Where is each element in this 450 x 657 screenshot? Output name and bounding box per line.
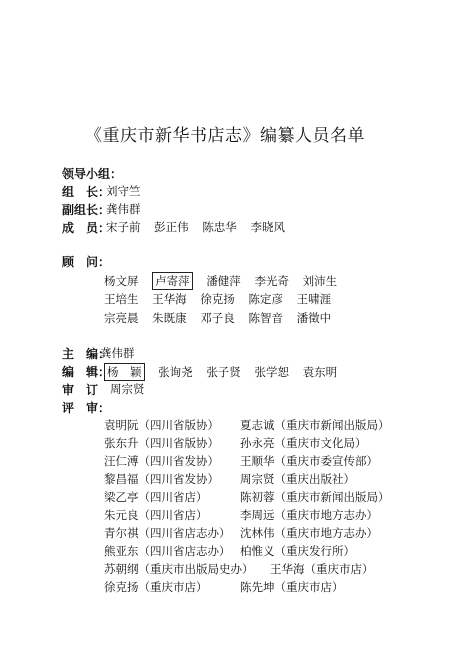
reviewer-left: 朱元良（四川省店） [104,508,208,522]
member-name: 陈忠华 [202,220,237,234]
proofreader-row [62,381,362,397]
advisors-row-3 [104,310,404,326]
advisors-row-1 [104,272,404,288]
reviewer-row [104,579,424,595]
chief-editor-row [62,345,362,361]
reviewer-left: 黎昌福（四川省发协） [104,472,219,486]
advisor-name: 潘徵中 [296,311,332,325]
reviewer-row [104,561,424,577]
reviewer-row [104,417,424,433]
reviewer-right: 王华海（重庆市店） [270,562,374,576]
chief-editor-name: 龚伟群 [100,346,135,360]
leader-label: 组 长： [62,185,111,199]
reviewer-row [104,525,424,541]
editor-name: 袁东明 [302,365,338,379]
advisor-name: 王华海 [152,292,187,306]
reviewers-label-row [62,399,362,415]
reviewer-row [104,453,424,469]
reviewer-row [104,507,424,523]
reviewer-left: 梁乙亭（四川省店） [104,490,208,504]
reviewer-row [104,489,424,505]
advisors-label-row [62,253,392,269]
deputy-row [62,201,362,217]
reviewer-row [104,435,424,451]
advisor-name: 王培生 [104,292,139,306]
advisor-name: 潘健萍 [206,274,241,288]
reviewer-left: 徐克扬（重庆市店） [104,580,208,594]
reviewers-label: 评 审： [62,401,111,415]
advisor-name: 徐克扬 [200,292,235,306]
member-name: 李晓风 [250,220,285,234]
leading-group-heading: 领导小组： [62,167,123,181]
page-title: 《重庆市新华书店志》编纂人员名单 [85,126,365,146]
reviewer-left: 苏朝纲（重庆市出版局史办） [104,562,254,576]
reviewer-right: 夏志诚（重庆市新闻出版局） [240,418,390,432]
advisor-name: 宗亮晨 [104,311,139,325]
reviewer-left: 张东升（四川省版协） [104,436,219,450]
reviewer-row [104,543,424,559]
advisor-name: 陈定彦 [248,292,283,306]
advisors-label: 顾 问： [62,255,111,269]
advisor-name: 李光奇 [254,274,289,288]
editors-list [104,363,347,381]
reviewer-right: 柏惟义（重庆发行所） [240,544,355,558]
reviewer-right: 沈林伟（重庆市地方志办） [240,526,378,540]
proofreader-label: 审 订 [62,383,99,397]
deputy-name: 龚伟群 [106,202,141,216]
editor-name-boxed: 杨 颖 [104,363,145,381]
reviewer-left: 汪仁溥（四川省发协） [104,454,219,468]
reviewer-row [104,471,424,487]
reviewer-right: 周宗贤（重庆出版社） [240,472,355,486]
editors-label: 编 辑： [62,365,111,379]
editor-name: 张询尧 [158,365,193,379]
members-label: 成 员： [62,221,111,235]
proofreader-name: 周宗贤 [110,382,145,396]
reviewer-left: 熊亚东（四川省店志办） [104,544,231,558]
reviewer-right: 李周远（重庆市地方志办） [240,508,378,522]
reviewer-left: 青尔祺（四川省店志办） [104,526,231,540]
advisor-name: 陈智音 [248,311,283,325]
reviewer-left: 袁明阮（四川省版协） [104,418,219,432]
chief-editor-label: 主 编： [62,347,111,361]
reviewer-right: 陈初蓉（重庆市新闻出版局） [240,490,390,504]
leader-row [62,183,362,199]
advisor-name: 邓子良 [200,311,235,325]
advisor-name-boxed: 卢寄萍 [152,272,193,290]
editor-name: 张子贤 [206,365,241,379]
member-name: 宋子前 [106,220,141,234]
reviewer-right: 王顺华（重庆市委宣传部） [240,454,378,468]
deputy-label: 副组长： [62,203,111,217]
members-list [106,219,295,235]
members-row [62,219,392,235]
editor-name: 张学恕 [254,365,289,379]
reviewer-right: 陈先坤（重庆市店） [240,580,344,594]
leader-name: 刘守竺 [106,184,141,198]
advisor-name: 朱既康 [152,311,187,325]
editors-row [62,363,402,379]
advisor-name: 王啸涯 [296,292,332,306]
advisors-row-2 [104,291,404,307]
advisor-name: 刘沛生 [302,274,338,288]
advisor-name: 杨文屏 [104,274,139,288]
reviewer-right: 孙永亮（重庆市文化局） [240,436,367,450]
member-name: 彭正伟 [154,220,189,234]
